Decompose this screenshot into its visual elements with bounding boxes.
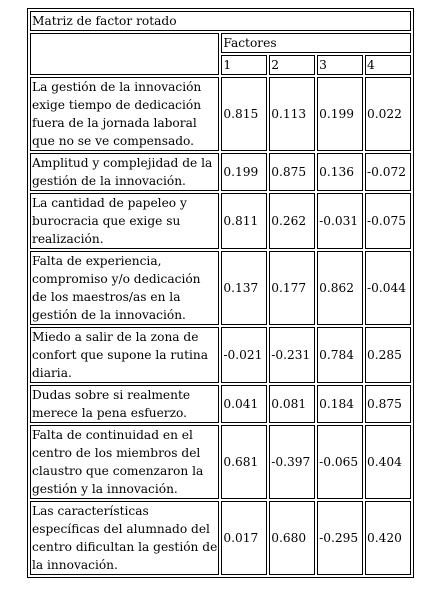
value-cell: -0.075 bbox=[365, 193, 411, 249]
corner-blank-cell bbox=[30, 33, 219, 75]
table-row bbox=[30, 77, 411, 151]
value-cell: -0.397 bbox=[269, 425, 315, 499]
value-cell: 0.815 bbox=[221, 77, 267, 151]
value-cell: 0.285 bbox=[365, 327, 411, 383]
column-header-2: 2 bbox=[269, 55, 315, 75]
value-cell: 0.262 bbox=[269, 193, 315, 249]
value-cell: 0.137 bbox=[221, 251, 267, 325]
value-cell: 0.199 bbox=[317, 77, 363, 151]
row-label: Dudas sobre si realmente merece la pena esfuerzo. bbox=[30, 385, 219, 423]
value-cell: 0.862 bbox=[317, 251, 363, 325]
value-cell: 0.113 bbox=[269, 77, 315, 151]
row-label: Miedo a salir de la zona de confort que supone la rutina diaria. bbox=[30, 327, 219, 383]
value-cell: 0.784 bbox=[317, 327, 363, 383]
value-cell: -0.044 bbox=[365, 251, 411, 325]
value-cell: 0.875 bbox=[365, 385, 411, 423]
row-label: Las características específicas del alumnado del centro dificultan la gestión de la innovación. bbox=[30, 501, 219, 575]
value-cell: 0.081 bbox=[269, 385, 315, 423]
value-cell: 0.199 bbox=[221, 153, 267, 191]
table-row bbox=[30, 153, 411, 191]
column-header-1: 1 bbox=[221, 55, 267, 75]
value-cell: 0.017 bbox=[221, 501, 267, 575]
value-cell: 0.875 bbox=[269, 153, 315, 191]
factors-group-header: Factores bbox=[221, 33, 411, 53]
value-cell: -0.231 bbox=[269, 327, 315, 383]
table-title: Matriz de factor rotado bbox=[30, 11, 411, 31]
column-header-4: 4 bbox=[365, 55, 411, 75]
value-cell: -0.072 bbox=[365, 153, 411, 191]
table-row bbox=[30, 501, 411, 575]
row-label: La cantidad de papeleo y burocracia que exige su realización. bbox=[30, 193, 219, 249]
group-header-row bbox=[30, 33, 411, 53]
value-cell: -0.031 bbox=[317, 193, 363, 249]
row-label: Falta de experiencia, compromiso y/o dedicación de los maestros/as en la gestión de la innovación. bbox=[30, 251, 219, 325]
row-label: Falta de continuidad en el centro de los miembros del claustro que comenzaron la gestión y la innovación. bbox=[30, 425, 219, 499]
value-cell: 0.184 bbox=[317, 385, 363, 423]
rotated-factor-matrix-table bbox=[27, 8, 414, 578]
row-label: Amplitud y complejidad de la gestión de la innovación. bbox=[30, 153, 219, 191]
table-row bbox=[30, 251, 411, 325]
value-cell: 0.811 bbox=[221, 193, 267, 249]
value-cell: 0.420 bbox=[365, 501, 411, 575]
value-cell: 0.680 bbox=[269, 501, 315, 575]
table-row bbox=[30, 425, 411, 499]
value-cell: 0.177 bbox=[269, 251, 315, 325]
table-row bbox=[30, 193, 411, 249]
row-label: La gestión de la innovación exige tiempo de dedicación fuera de la jornada laboral que no se ve compensado. bbox=[30, 77, 219, 151]
value-cell: 0.404 bbox=[365, 425, 411, 499]
value-cell: 0.022 bbox=[365, 77, 411, 151]
title-row bbox=[30, 11, 411, 31]
value-cell: -0.065 bbox=[317, 425, 363, 499]
value-cell: -0.021 bbox=[221, 327, 267, 383]
value-cell: 0.136 bbox=[317, 153, 363, 191]
table-row bbox=[30, 385, 411, 423]
value-cell: -0.295 bbox=[317, 501, 363, 575]
column-header-3: 3 bbox=[317, 55, 363, 75]
table-row bbox=[30, 327, 411, 383]
value-cell: 0.681 bbox=[221, 425, 267, 499]
value-cell: 0.041 bbox=[221, 385, 267, 423]
